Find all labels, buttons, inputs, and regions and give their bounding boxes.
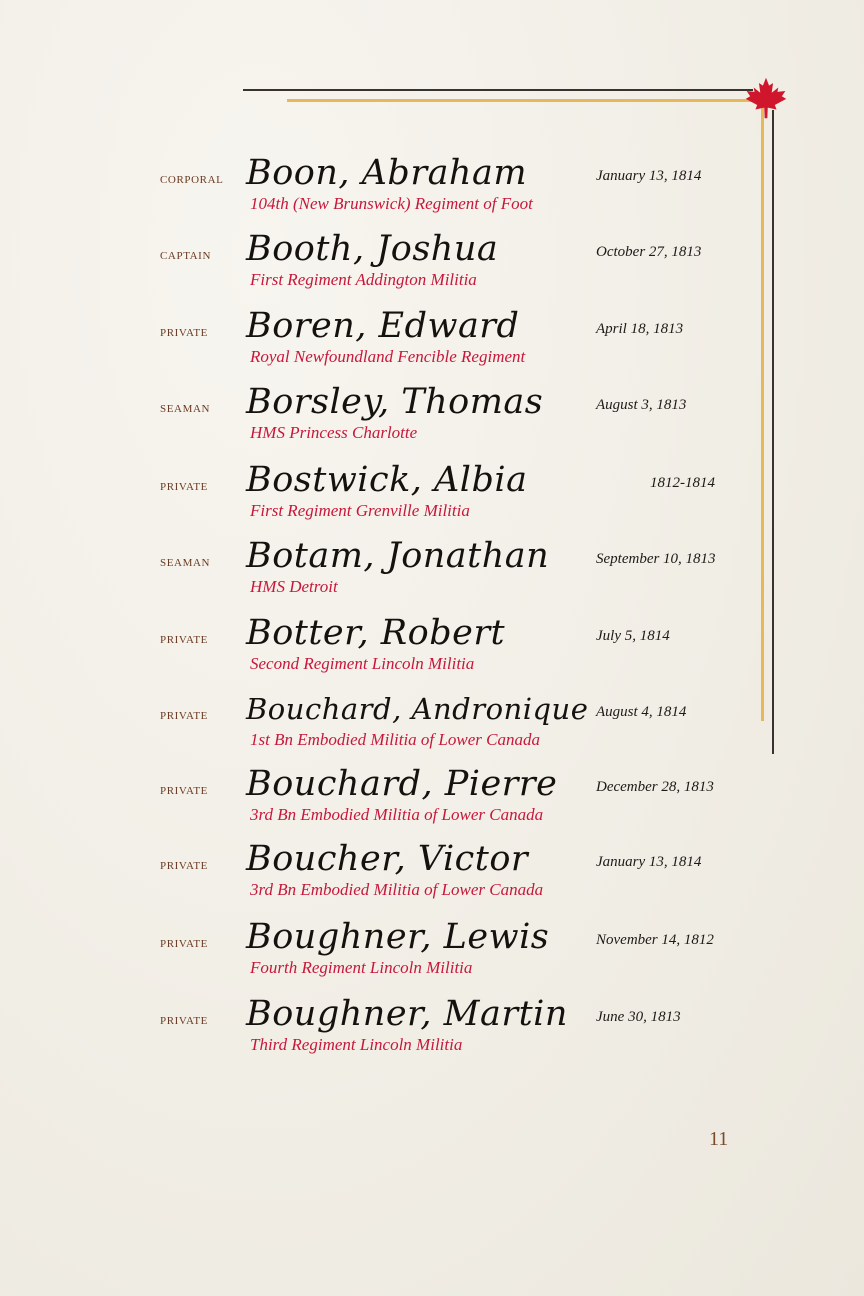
memorial-entry bbox=[0, 152, 864, 230]
memorial-entry bbox=[0, 612, 864, 690]
memorial-entry bbox=[0, 688, 864, 766]
soldier-name: Booth, Joshua bbox=[246, 229, 499, 269]
maple-leaf-icon bbox=[744, 76, 788, 120]
rank-label: CORPORAL bbox=[160, 174, 224, 186]
unit-name: First Regiment Grenville Militia bbox=[250, 501, 470, 520]
rank-label: PRIVATE bbox=[160, 481, 209, 493]
death-date: January 13, 1814 bbox=[596, 854, 702, 870]
soldier-name: Boon, Abraham bbox=[246, 153, 528, 193]
memorial-entry bbox=[0, 459, 864, 537]
death-date: July 5, 1814 bbox=[596, 628, 670, 644]
death-date: October 27, 1813 bbox=[596, 244, 702, 260]
death-date: January 13, 1814 bbox=[596, 168, 702, 184]
memorial-entry bbox=[0, 763, 864, 841]
death-date: November 14, 1812 bbox=[596, 932, 714, 948]
rank-label: PRIVATE bbox=[160, 327, 209, 339]
soldier-name: Boren, Edward bbox=[246, 306, 520, 346]
unit-name: HMS Detroit bbox=[250, 577, 338, 596]
rank-label: SEAMAN bbox=[160, 557, 211, 569]
rank-label: PRIVATE bbox=[160, 634, 209, 646]
rank-label: PRIVATE bbox=[160, 1015, 209, 1027]
memorial-entry bbox=[0, 228, 864, 306]
rank-label: CAPTAIN bbox=[160, 250, 211, 262]
death-date: August 4, 1814 bbox=[596, 704, 687, 720]
memorial-entry bbox=[0, 993, 864, 1071]
rank-label: PRIVATE bbox=[160, 785, 209, 797]
unit-name: 104th (New Brunswick) Regiment of Foot bbox=[250, 194, 533, 213]
unit-name: HMS Princess Charlotte bbox=[250, 423, 418, 442]
page-number: 11 bbox=[709, 1128, 729, 1150]
rank-label: PRIVATE bbox=[160, 938, 209, 950]
unit-name: Second Regiment Lincoln Militia bbox=[250, 654, 475, 673]
unit-name: First Regiment Addington Militia bbox=[250, 270, 477, 289]
memorial-entry bbox=[0, 535, 864, 613]
soldier-name: Bouchard, Pierre bbox=[246, 764, 558, 804]
unit-name: 1st Bn Embodied Militia of Lower Canada bbox=[250, 730, 540, 749]
rank-label: PRIVATE bbox=[160, 860, 209, 872]
soldier-name: Boughner, Lewis bbox=[246, 917, 550, 957]
death-date: April 18, 1813 bbox=[596, 321, 684, 337]
unit-name: Third Regiment Lincoln Militia bbox=[250, 1035, 463, 1054]
death-date: September 10, 1813 bbox=[596, 551, 716, 567]
unit-name: 3rd Bn Embodied Militia of Lower Canada bbox=[250, 880, 544, 899]
frame-top-gold-rule bbox=[287, 99, 763, 102]
frame-top-dark-rule bbox=[243, 89, 753, 91]
memorial-entry bbox=[0, 305, 864, 383]
unit-name: Royal Newfoundland Fencible Regiment bbox=[250, 347, 526, 366]
soldier-name: Botter, Robert bbox=[246, 613, 506, 653]
memorial-entry bbox=[0, 916, 864, 994]
unit-name: 3rd Bn Embodied Militia of Lower Canada bbox=[250, 805, 544, 824]
rank-label: PRIVATE bbox=[160, 710, 209, 722]
soldier-name: Botam, Jonathan bbox=[246, 536, 550, 576]
rank-label: SEAMAN bbox=[160, 403, 211, 415]
soldier-name: Boughner, Martin bbox=[246, 994, 568, 1034]
soldier-name: Bouchard, Andronique bbox=[246, 692, 589, 726]
unit-name: Fourth Regiment Lincoln Militia bbox=[250, 958, 473, 977]
soldier-name: Boucher, Victor bbox=[246, 839, 529, 879]
death-date: June 30, 1813 bbox=[596, 1009, 681, 1025]
soldier-name: Borsley, Thomas bbox=[246, 382, 544, 422]
death-date: December 28, 1813 bbox=[596, 779, 714, 795]
memorial-entry bbox=[0, 838, 864, 916]
soldier-name: Bostwick, Albia bbox=[246, 460, 528, 500]
death-date: August 3, 1813 bbox=[596, 397, 687, 413]
memorial-entry bbox=[0, 381, 864, 459]
death-date: 1812-1814 bbox=[650, 475, 715, 491]
